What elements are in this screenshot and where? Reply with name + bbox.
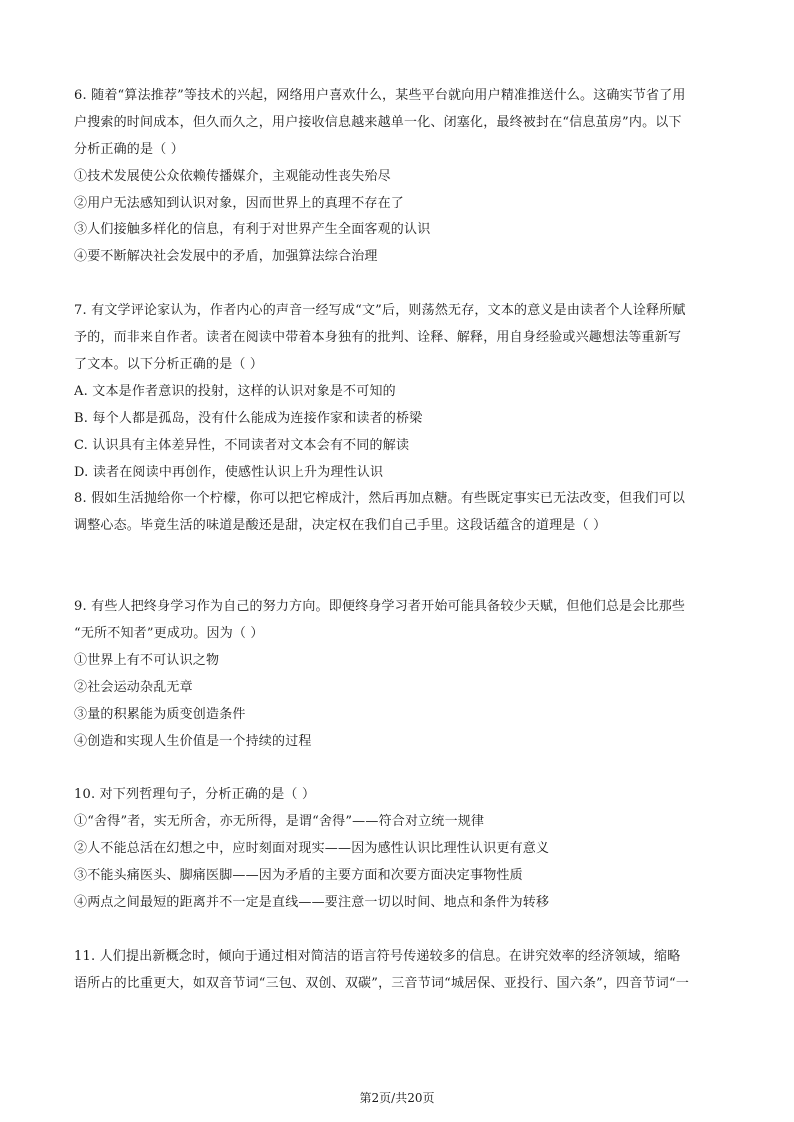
text-line: 分析正确的是（ ） [74, 141, 184, 157]
text-line: B. 每个人都是孤岛，没有什么能成为连接作家和读者的桥梁 [74, 410, 423, 426]
text-line: 8. 假如生活抛给你一个柠檬，你可以把它榨成汁，然后再加点糖。有些既定事实已无法改变，但我们可以 [74, 491, 686, 507]
text-line: ④创造和实现人生价值是一个持续的过程 [74, 733, 312, 749]
text-line: 11. 人们提出新概念时，倾向于通过相对简洁的语言符号传递较多的信息。在讲究效率的经济领域，缩略 [74, 948, 681, 964]
text-line: D. 读者在阅读中再创作，使感性认识上升为理性认识 [74, 464, 384, 480]
text-line: ②社会运动杂乱无章 [74, 679, 193, 695]
text-line: “无所不知者”更成功。因为（ ） [74, 625, 264, 641]
text-line: ①“舍得”者，实无所舍，亦无所得，是谓“舍得”——符合对立统一规律 [74, 814, 485, 830]
page-footer: 第2页/共20页 [359, 1091, 435, 1105]
text-line: C. 认识具有主体差异性，不同读者对文本会有不同的解读 [74, 437, 410, 453]
text-line: ①技术发展使公众依赖传播媒介，主观能动性丧失殆尽 [74, 168, 391, 184]
text-line: 9. 有些人把终身学习作为自己的努力方向。即便终身学习者开始可能具备较少天赋，但他们总是会比那些 [74, 599, 686, 614]
text-line: ①世界上有不可认识之物 [74, 652, 220, 668]
text-line: ④要不断解决社会发展中的矛盾，加强算法综合治理 [74, 249, 378, 265]
text-line: ④两点之间最短的距离并不一定是直线——要注意一切以时间、地点和条件为转移 [74, 894, 550, 910]
text-line: ③不能头痛医头、脚痛医脚——因为矛盾的主要方面和次要方面决定事物性质 [74, 868, 523, 883]
text-line: A. 文本是作者意识的投射，这样的认识对象是不可知的 [74, 383, 396, 399]
text-line: 10. 对下列哲理句子，分析正确的是（ ） [74, 787, 316, 803]
text-line: ②用户无法感知到认识对象，因而世界上的真理不存在了 [74, 195, 405, 211]
text-line: ③人们接触多样化的信息，有利于对世界产生全面客观的认识 [74, 222, 431, 238]
text-line: ③量的积累能为质变创造条件 [74, 706, 246, 722]
text-line: 予的，而非来自作者。读者在阅读中带着本身独有的批判、诠释、解释，用自身经验或兴趣想法等重新写 [74, 330, 682, 345]
text-line: 了文本。以下分析正确的是（ ） [74, 356, 264, 372]
text-line: 6. 随着“算法推荐”等技术的兴起，网络用户喜欢什么，某些平台就向用户精准推送什么。这确实节省了用 [74, 87, 686, 103]
text-line: 调整心态。毕竟生活的味道是酸还是甜，决定权在我们自己手里。这段话蕴含的道理是（ ） [74, 518, 607, 534]
text-line: 户搜索的时间成本，但久而久之，用户接收信息越来越单一化、闭塞化，最终被封在“信息茧房”内。以下 [74, 114, 682, 130]
text-line: 7. 有文学评论家认为，作者内心的声音一经写成“文”后，则荡然无存，文本的意义是由读者个人诠释所赋 [74, 303, 686, 319]
text-line: ②人不能总活在幻想之中，应时刻面对现实——因为感性认识比理性认识更有意义 [74, 841, 550, 857]
text-line: 语所占的比重更大，如双音节词“三包、双创、双碳”，三音节词“城居保、亚投行、国六条”，四音节词“一 [74, 975, 690, 991]
